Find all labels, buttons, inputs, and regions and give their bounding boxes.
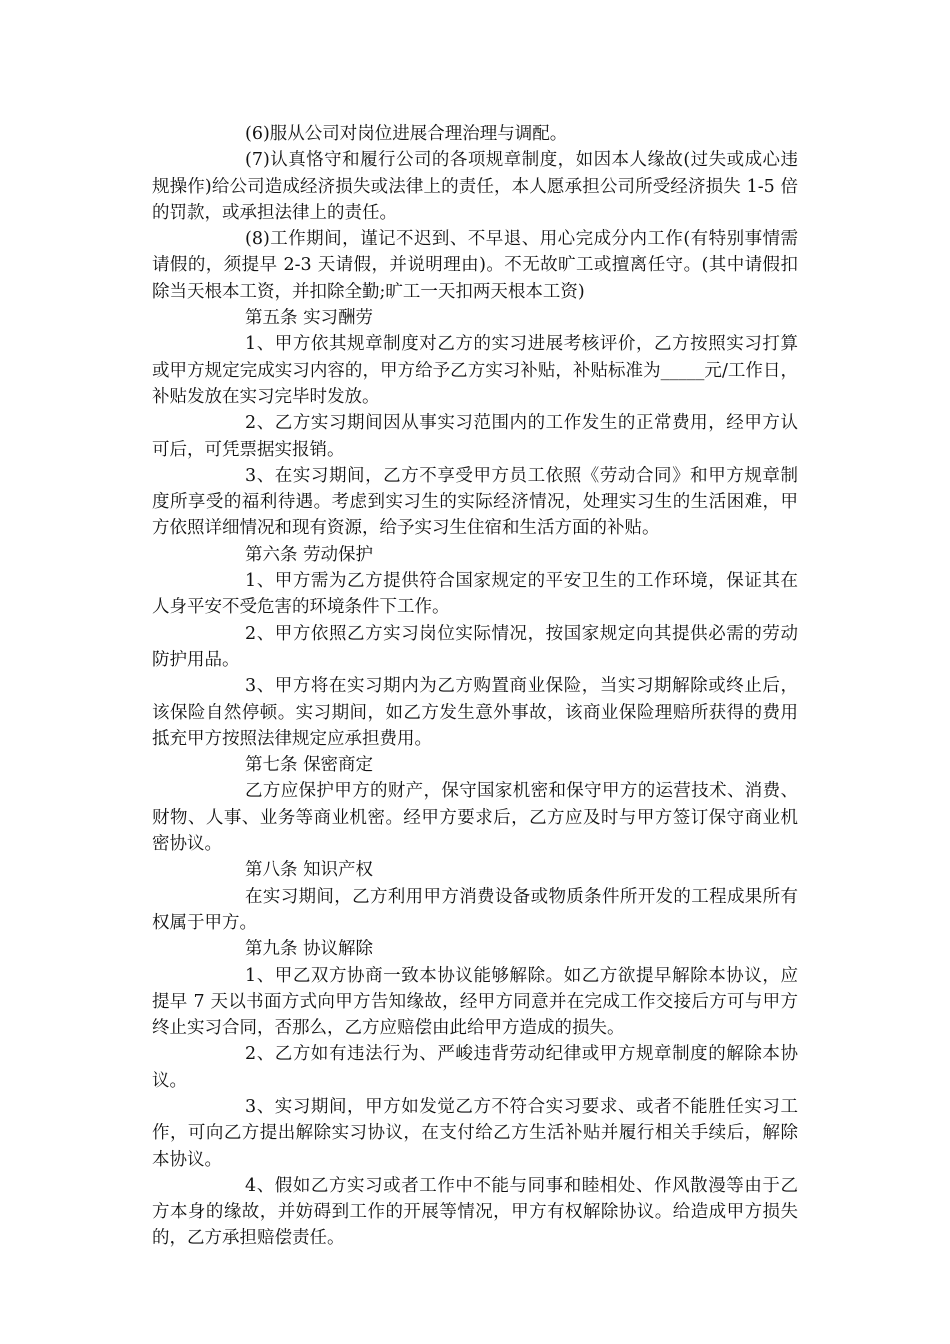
article-6-clause-3: 3、甲方将在实习期内为乙方购置商业保险，当实习期解除或终止后，该保险自然停顿。实习期间，如乙方发生意外事故，该商业保险理赔所获得的费用抵充甲方按照法律规定应承担费用。 [152,676,798,749]
article-8-body: 在实习期间，乙方利用甲方消费设备或物质条件所开发的工程成果所有权属于甲方。 [152,886,798,933]
article-9-heading: 第九条 协议解除 [245,939,374,960]
article-9-clause-3: 3、实习期间，甲方如发觉乙方不符合实习要求、或者不能胜任实习工作，可向乙方提出解除实习协议，在支付给乙方生活补贴并履行相关手续后，解除本协议。 [152,1096,798,1170]
article-6-heading: 第六条 劳动保护 [245,544,374,565]
article-5-heading: 第五条 实习酬劳 [245,308,374,329]
article-7-body: 乙方应保护甲方的财产，保守国家机密和保守甲方的运营技术、消费、财物、人事、业务等商业机密。经甲方要求后，乙方应及时与甲方签订保守商业机密协议。 [152,781,798,855]
article-9-clause-4: 4、假如乙方实习或者工作中不能与同事和睦相处、作风散漫等由于乙方本身的缘故，并妨碍到工作的开展等情况，甲方有权解除协议。给造成甲方损失的，乙方承担赔偿责任。 [152,1175,798,1249]
article-6-clause-2: 2、甲方依照乙方实习岗位实际情况，按国家规定向其提供必需的劳动防护用品。 [152,623,798,670]
article-5-clause-1: 1、甲方依其规章制度对乙方的实习进展考核评价，乙方按照实习打算或甲方规定完成实习内容的，甲方给予乙方实习补贴，补贴标准为_____元/工作日，补贴发放在实习完毕时发放。 [152,334,798,407]
article-7-heading: 第七条 保密商定 [245,755,374,776]
document-body [152,121,798,1252]
article-5-clause-3: 3、在实习期间，乙方不享受甲方员工依照《劳动合同》和甲方规章制度所享受的福利待遇。考虑到实习生的实际经济情况，处理实习生的生活困难，甲方依照详细情况和现有资源，给予实习生住宿和生活方面的补贴。 [152,465,798,539]
article-9-clause-2: 2、乙方如有违法行为、严峻违背劳动纪律或甲方规章制度的解除本协议。 [152,1044,798,1091]
article-5-clause-2: 2、乙方实习期间因从事实习范围内的工作发生的正常费用，经甲方认可后，可凭票据实报销。 [152,413,798,460]
article-9-clause-1: 1、甲乙双方协商一致本协议能够解除。如乙方欲提早解除本协议，应提早 7 天以书面方式向甲方告知缘故，经甲方同意并在完成工作交接后方可与甲方终止实习合同，否那么，乙方应赔偿由此给甲方造成的损失。 [152,965,798,1039]
paragraph-6-obey-assignment: (6)服从公司对岗位进展合理治理与调配。 [245,124,568,144]
article-6-clause-1: 1、甲方需为乙方提供符合国家规定的平安卫生的工作环境，保证其在人身平安不受危害的环境条件下工作。 [152,571,798,618]
paragraph-7-comply-rules: (7)认真恪守和履行公司的各项规章制度，如因本人缘故(过失或成心违规操作)给公司造成经济损失或法律上的责任，本人愿承担公司所受经济损失 1-5 倍的罚款，或承担法律上的责任。 [152,150,798,223]
paragraph-8-work-discipline: (8)工作期间，谨记不迟到、不早退、用心完成分内工作(有特别事情需请假的，须提早 2-3 天请假，并说明理由)。不无故旷工或擅离任守。(其中请假扣除当天根本工资，并扣除全勤;旷工一天扣两天根本工资) [152,229,798,302]
article-8-heading: 第八条 知识产权 [245,860,374,881]
